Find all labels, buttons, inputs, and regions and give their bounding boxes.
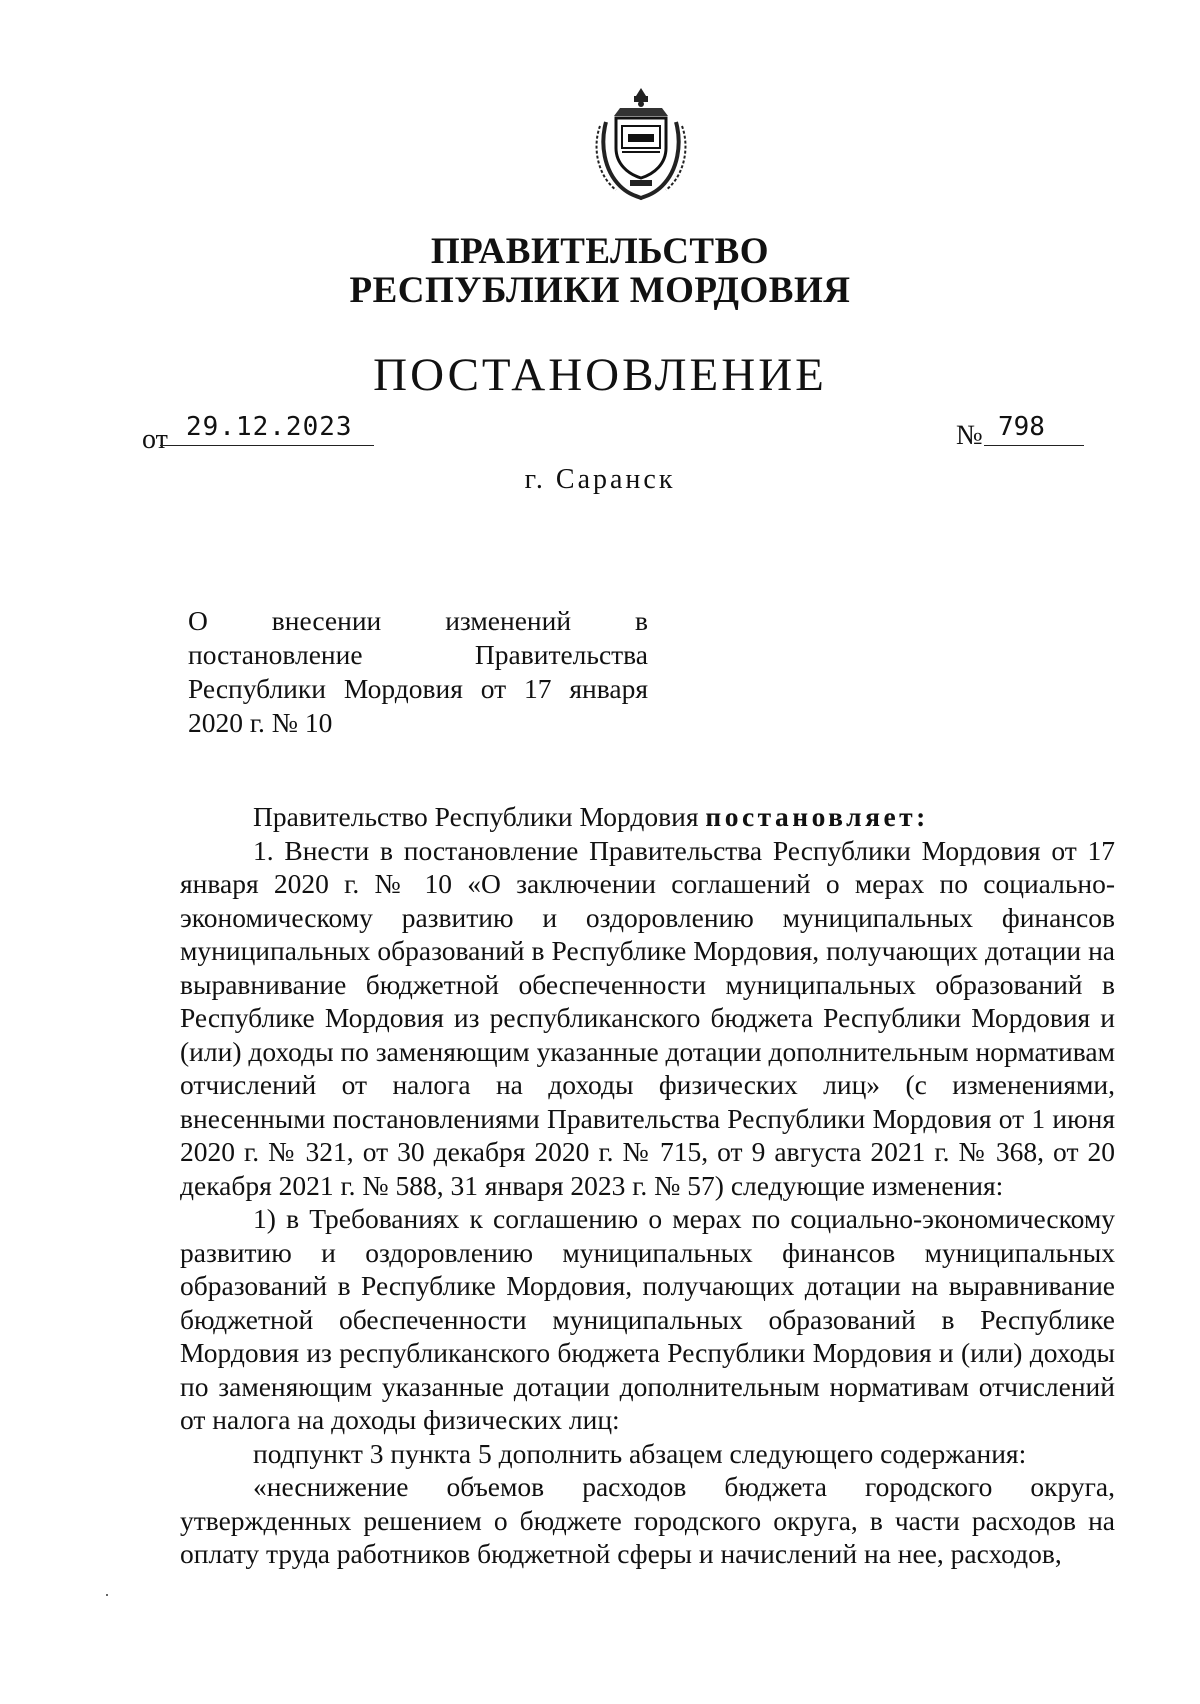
subject-line: О внесении изменений в [188, 605, 648, 636]
mordovia-coat-of-arms-icon [586, 82, 696, 202]
document-body [180, 800, 1115, 1571]
intro-paragraph [180, 800, 1115, 834]
document-subject [188, 604, 648, 740]
city: г. Саранск [524, 464, 676, 495]
date-label: от [142, 424, 168, 455]
organization-title-line-1: ПРАВИТЕЛЬСТВО [430, 231, 770, 272]
intro-text: Правительство Республики Мордовия [253, 801, 706, 832]
paragraph-4: «неснижение объемов расходов бюджета городского округа, утвержденных решением о бюджете городского округа, в части расходов на оплату труда работников бюджетной сферы и начислений на нее, расходов, [180, 1471, 1115, 1569]
intro-emphasis: постановляет: [705, 801, 929, 832]
paragraph-2: 1) в Требованиях к соглашению о мерах по социально-экономическому развитию и оздоровлению муниципальных финансов муниципальных образований в Республике Мордовия, получающих дотации на выравнивание бюджетной обеспеченности муниципальных образований в Республике Мордовия из республиканского бюджета Республики Мордовия и (или) доходы по заменяющим указанные дотации дополнительным нормативам отчислений от налога на доходы физических лиц: [180, 1203, 1115, 1435]
paragraph-3: подпункт 3 пункта 5 дополнить абзацем следующего содержания: [253, 1437, 1027, 1469]
number-label: № [956, 420, 983, 451]
organization-title-line-2: РЕСПУБЛИКИ МОРДОВИЯ [349, 270, 851, 311]
subject-line: Республики Мордовия от 17 января [188, 673, 648, 704]
paragraph-1: 1. Внести в постановление Правительства Республики Мордовия от 17 января 2020 г. № 10 «О заключении соглашений о мерах по социально-экономическому развитию и оздоровлению муниципальных финансов муниципальных образований в Республике Мордовия, получающих дотации на выравнивание бюджетной обеспеченности муниципальных образований в Республике Мордовия из республиканского бюджета Республики Мордовия и (или) доходы по заменяющим указанные дотации дополнительным нормативам отчислений от налога на доходы физических лиц» (с изменениями, внесенными постановлениями Правительства Республики Мордовия от 1 июня 2020 г. № 321, от 30 декабря 2020 г. № 715, от 9 августа 2021 г. № 368, от 20 декабря 2021 г. № 588, 31 января 2023 г. № 57) следующие изменения: [180, 834, 1115, 1201]
subject-line: постановление Правительства [188, 639, 648, 670]
document-type: ПОСТАНОВЛЕНИЕ [373, 349, 827, 401]
document-date: 29.12.2023 [160, 412, 374, 446]
scan-speck [106, 1594, 108, 1596]
document-number: 798 [984, 412, 1084, 446]
subject-line: 2020 г. № 10 [188, 707, 333, 738]
